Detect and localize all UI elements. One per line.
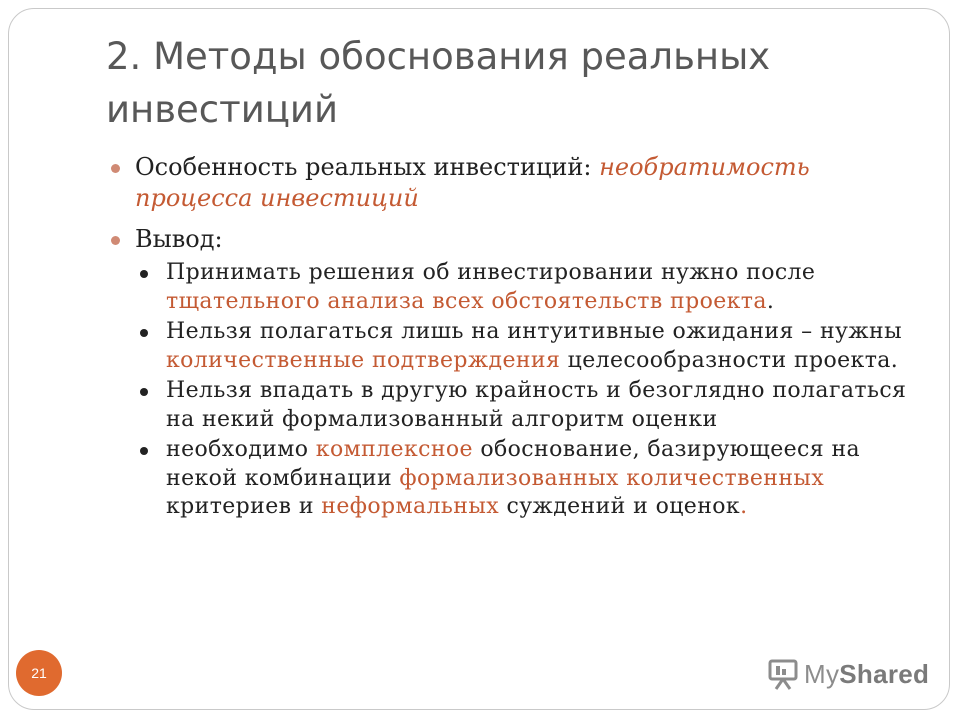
sub-text: целесообразности проекта. (560, 347, 899, 373)
presentation-icon (768, 657, 798, 691)
sub-bullet-1 (108, 259, 918, 316)
sub-text: суждений и оценок (499, 494, 741, 519)
sub-text: критериев и (166, 494, 322, 519)
logo-text: MyShared (804, 658, 930, 689)
sub-accent: формализованных количественных (399, 465, 825, 491)
sub-text: Принимать решения об инвестировании нужно после (166, 260, 816, 285)
sub-bullet-2 (108, 318, 918, 375)
bullet-dot (140, 329, 148, 337)
page-number-badge: 21 (16, 650, 62, 696)
bullet-conclusion (108, 224, 918, 255)
sub-text: необходимо (166, 437, 316, 462)
slide-title: 2. Методы обоснования реальных инвестиций (106, 35, 771, 131)
bullet-accent: необратимость процесса инвестиций (135, 153, 810, 212)
myshared-logo (768, 654, 929, 694)
bullet-dot (111, 236, 120, 245)
sub-accent: тщательного анализа всех обстоятельств проекта (166, 288, 767, 314)
sub-text: Нельзя впадать в другую крайность и безоглядно полагаться на некий формализованный алгоритм оценки (166, 378, 907, 432)
sub-bullet-3 (108, 377, 918, 434)
sub-text: . (766, 288, 775, 314)
bullet-dot (140, 388, 148, 396)
sub-bullet-4 (108, 436, 918, 522)
slide-content (108, 152, 918, 524)
bullet-text: Особенность реальных инвестиций: (135, 153, 600, 181)
bullet-dot (111, 164, 120, 173)
bullet-dot (140, 270, 148, 278)
bullet-feature (108, 152, 918, 214)
sub-text: Нельзя полагаться лишь на интуитивные ожидания – нужны (166, 319, 902, 344)
sub-accent: . (740, 494, 748, 519)
sub-accent: неформальных (321, 494, 500, 519)
sub-accent: комплексное (315, 437, 473, 462)
bullet-text: Вывод: (135, 225, 223, 253)
bullet-dot (140, 447, 148, 455)
sub-text: обоснование, базирующееся на некой комбинации (166, 437, 861, 491)
sub-accent: количественные подтверждения (166, 347, 561, 373)
